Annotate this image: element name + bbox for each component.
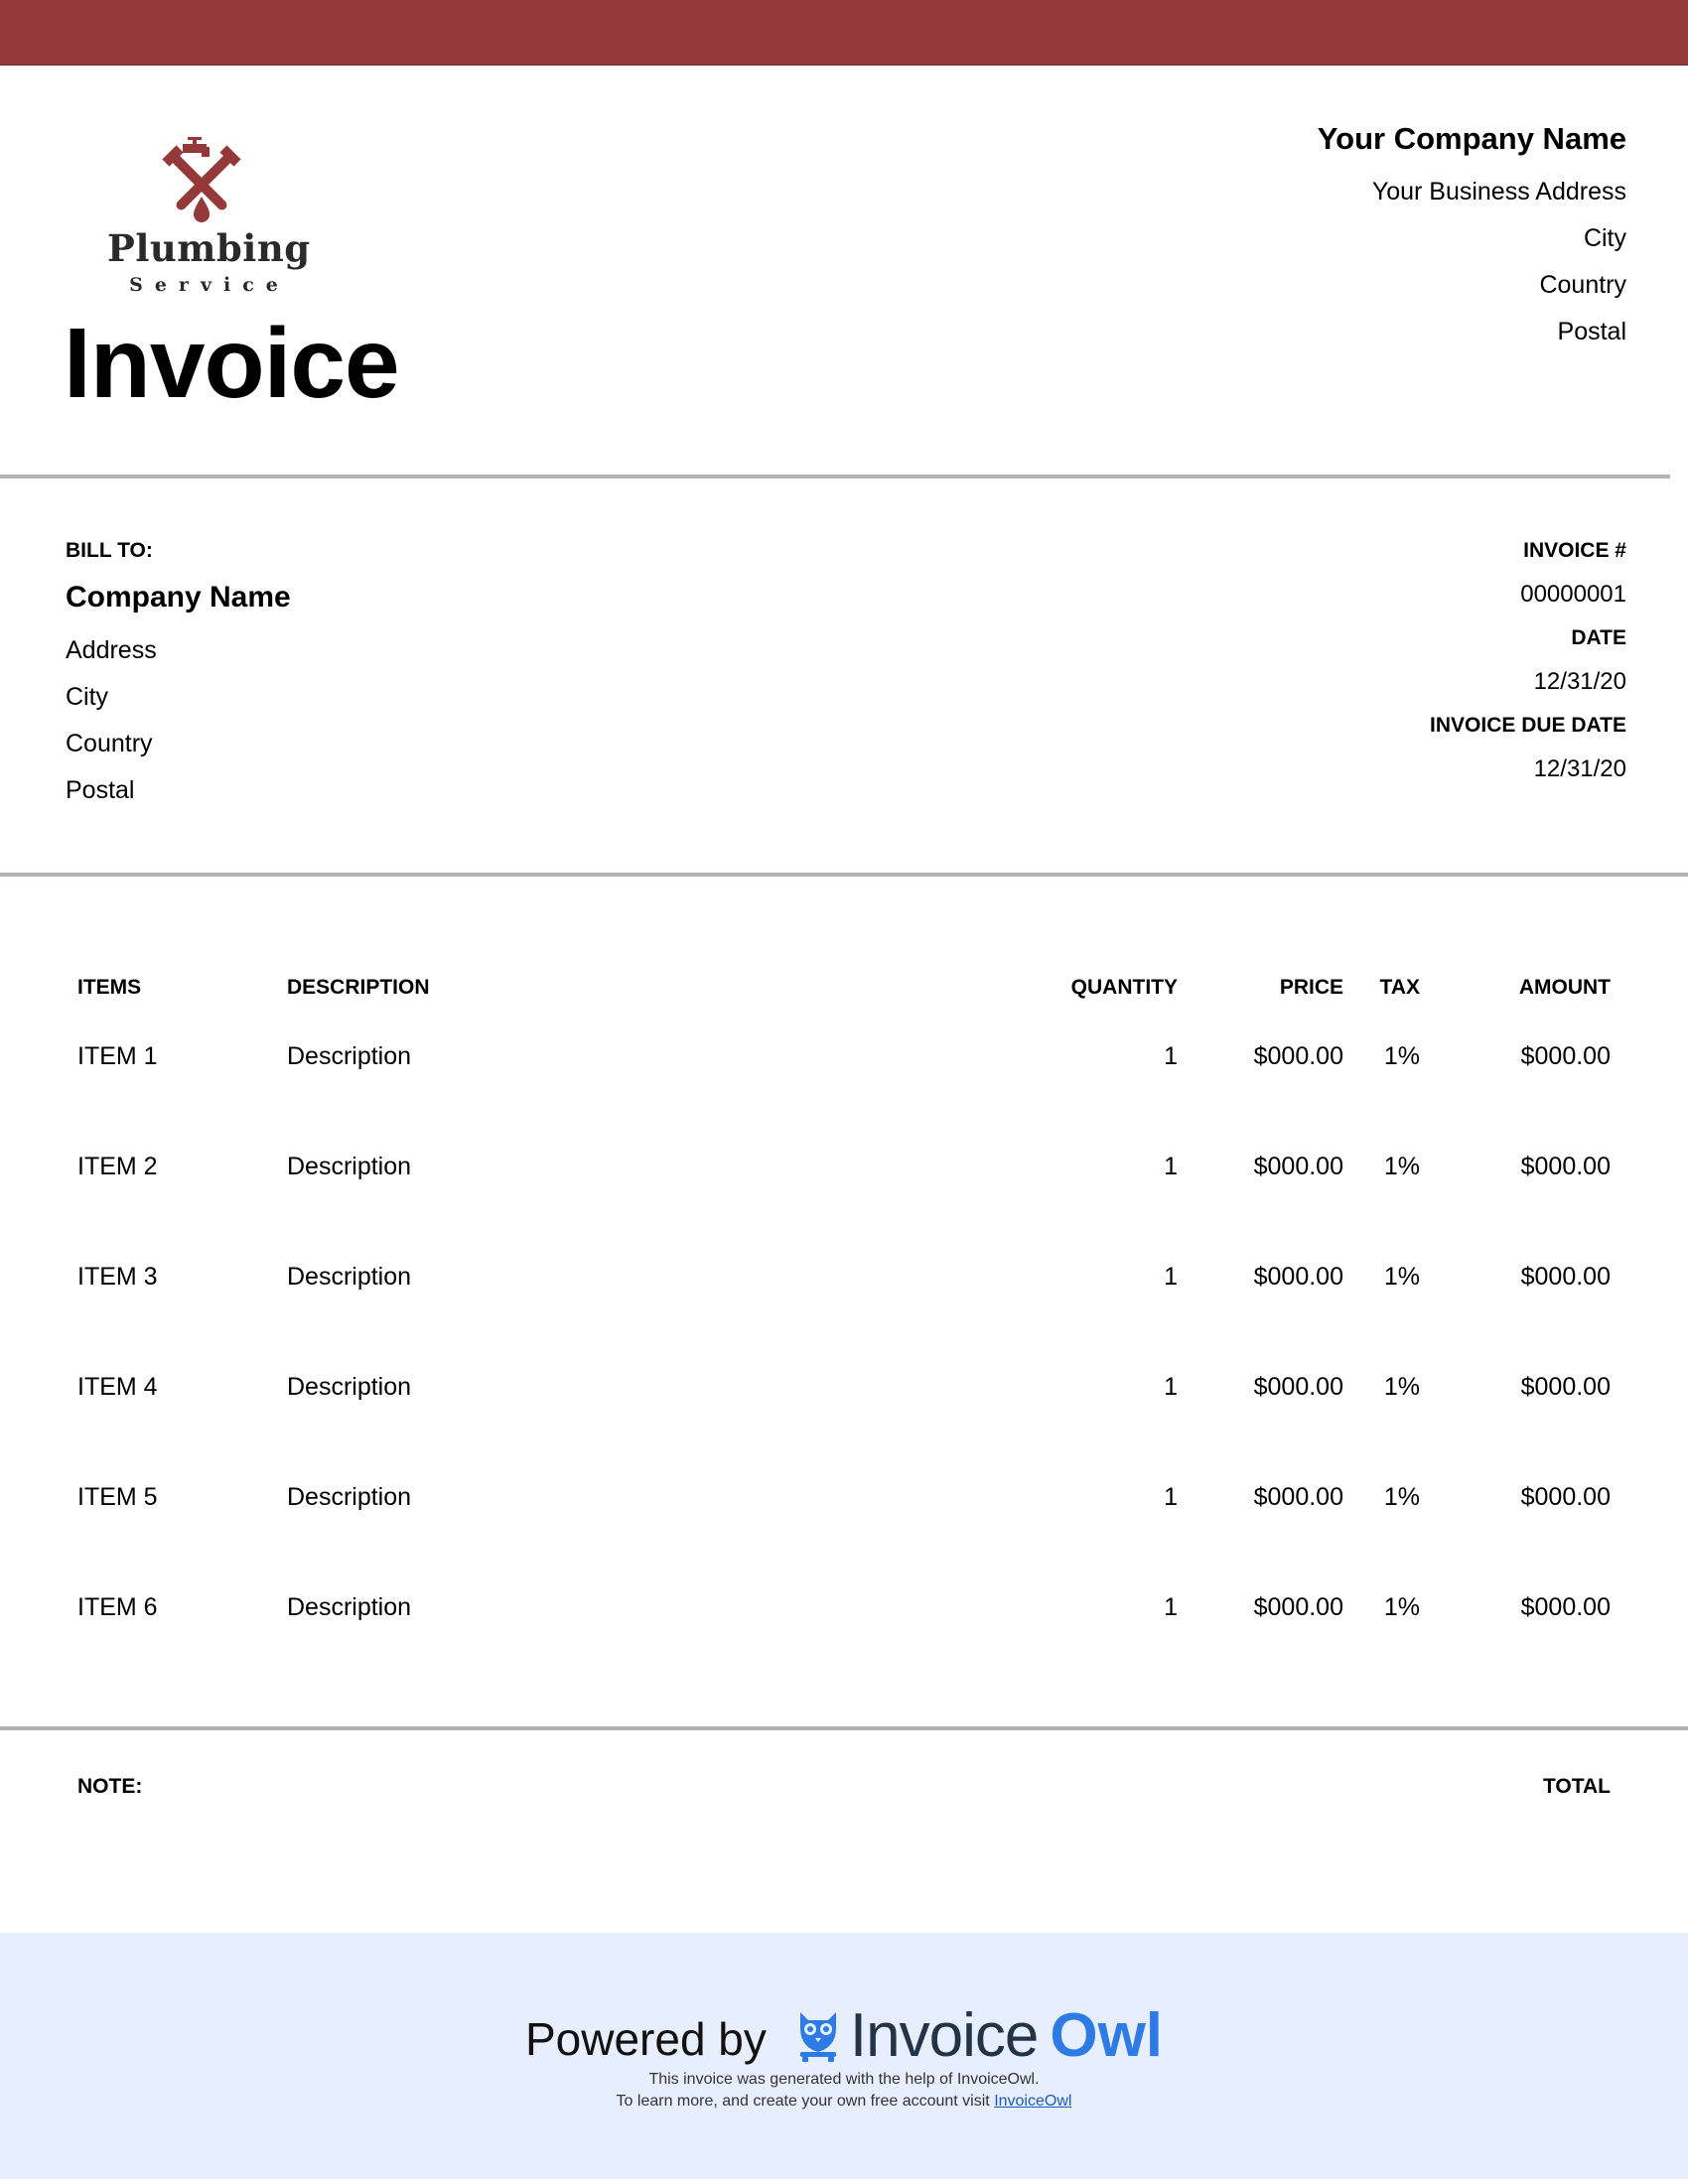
page-title: Invoice [64, 308, 399, 419]
item-price: $000.00 [1253, 1042, 1343, 1070]
item-name: ITEM 5 [77, 1483, 158, 1511]
divider [0, 873, 1688, 877]
item-description: Description [287, 1483, 412, 1511]
due-date-label: INVOICE DUE DATE [1430, 714, 1626, 737]
item-tax: 1% [1383, 1483, 1420, 1511]
logo-subtitle: Service [129, 274, 290, 296]
sender-company-name: Your Company Name [1317, 121, 1626, 156]
item-price: $000.00 [1253, 1263, 1343, 1291]
client-address: Address [66, 636, 157, 664]
divider [0, 1726, 1688, 1730]
item-description: Description [287, 1153, 412, 1180]
table-row [0, 1041, 1688, 1071]
line-items-table [0, 973, 1688, 1622]
header-description: DESCRIPTION [287, 976, 430, 999]
table-row [0, 1262, 1688, 1292]
item-price: $000.00 [1253, 1593, 1343, 1621]
item-quantity: 1 [1164, 1483, 1178, 1511]
table-row [0, 1482, 1688, 1512]
sender-country: Country [1539, 271, 1626, 299]
footer-note-line1: This invoice was generated with the help of InvoiceOwl. [648, 2071, 1040, 2088]
footer-note-line2 [0, 2093, 1688, 2111]
invoiceowl-link[interactable]: InvoiceOwl [994, 2093, 1072, 2110]
item-price: $000.00 [1253, 1483, 1343, 1511]
table-row [0, 1592, 1688, 1622]
item-quantity: 1 [1164, 1593, 1178, 1621]
sender-city: City [1583, 224, 1626, 252]
client-company-name: Company Name [66, 581, 291, 614]
item-name: ITEM 4 [77, 1373, 158, 1401]
header-items: ITEMS [77, 976, 142, 999]
brand-name-part2: Owl [1050, 2001, 1164, 2070]
crossed-pipe-wrenches-icon [152, 135, 251, 226]
item-description: Description [287, 1042, 412, 1070]
divider [0, 475, 1670, 478]
item-amount: $000.00 [1520, 1153, 1611, 1180]
header-price: PRICE [1279, 976, 1343, 999]
item-amount: $000.00 [1520, 1042, 1611, 1070]
accent-bar [0, 0, 1688, 66]
client-city: City [66, 683, 109, 711]
logo-wordmark: Plumbing [107, 226, 311, 270]
invoice-number: 00000001 [1520, 581, 1626, 608]
company-logo [107, 135, 311, 304]
item-name: ITEM 6 [77, 1593, 158, 1621]
bill-to-label: BILL TO: [66, 539, 153, 562]
invoice-number-label: INVOICE # [1523, 539, 1626, 562]
due-date: 12/31/20 [1533, 755, 1626, 782]
item-price: $000.00 [1253, 1373, 1343, 1401]
item-amount: $000.00 [1520, 1263, 1611, 1291]
owl-icon [796, 2008, 840, 2064]
invoice-meta-block [1430, 536, 1626, 798]
item-name: ITEM 1 [77, 1042, 158, 1070]
item-tax: 1% [1383, 1593, 1420, 1621]
sender-address: Your Business Address [1371, 178, 1626, 205]
item-name: ITEM 2 [77, 1153, 158, 1180]
header-tax: TAX [1379, 976, 1420, 999]
item-description: Description [287, 1373, 412, 1401]
item-amount: $000.00 [1520, 1483, 1611, 1511]
sender-postal: Postal [1557, 318, 1626, 345]
client-postal: Postal [66, 776, 135, 804]
header-amount: AMOUNT [1518, 976, 1611, 999]
table-row [0, 1372, 1688, 1402]
powered-by-text: Powered by [524, 2012, 767, 2065]
sender-company-block [1318, 117, 1626, 355]
note-label: NOTE: [77, 1775, 143, 1798]
item-quantity: 1 [1164, 1373, 1178, 1401]
bill-to-block [66, 536, 291, 814]
item-tax: 1% [1383, 1263, 1420, 1291]
item-amount: $000.00 [1520, 1373, 1611, 1401]
footer [0, 1933, 1688, 2179]
header-quantity: QUANTITY [1070, 976, 1178, 999]
powered-by-banner [0, 2000, 1688, 2071]
table-header [0, 973, 1688, 1003]
item-tax: 1% [1383, 1153, 1420, 1180]
item-quantity: 1 [1164, 1263, 1178, 1291]
item-name: ITEM 3 [77, 1263, 158, 1291]
item-quantity: 1 [1164, 1042, 1178, 1070]
invoice-date: 12/31/20 [1533, 668, 1626, 695]
item-quantity: 1 [1164, 1153, 1178, 1180]
footer-note-text: To learn more, and create your own free account visit [616, 2093, 990, 2110]
table-row [0, 1152, 1688, 1181]
item-tax: 1% [1383, 1373, 1420, 1401]
date-label: DATE [1571, 626, 1626, 649]
item-description: Description [287, 1263, 412, 1291]
item-price: $000.00 [1253, 1153, 1343, 1180]
total-label: TOTAL [1542, 1775, 1611, 1798]
brand-name-part1: Invoice [849, 2001, 1039, 2070]
item-amount: $000.00 [1520, 1593, 1611, 1621]
item-tax: 1% [1383, 1042, 1420, 1070]
client-country: Country [66, 730, 153, 757]
item-description: Description [287, 1593, 412, 1621]
